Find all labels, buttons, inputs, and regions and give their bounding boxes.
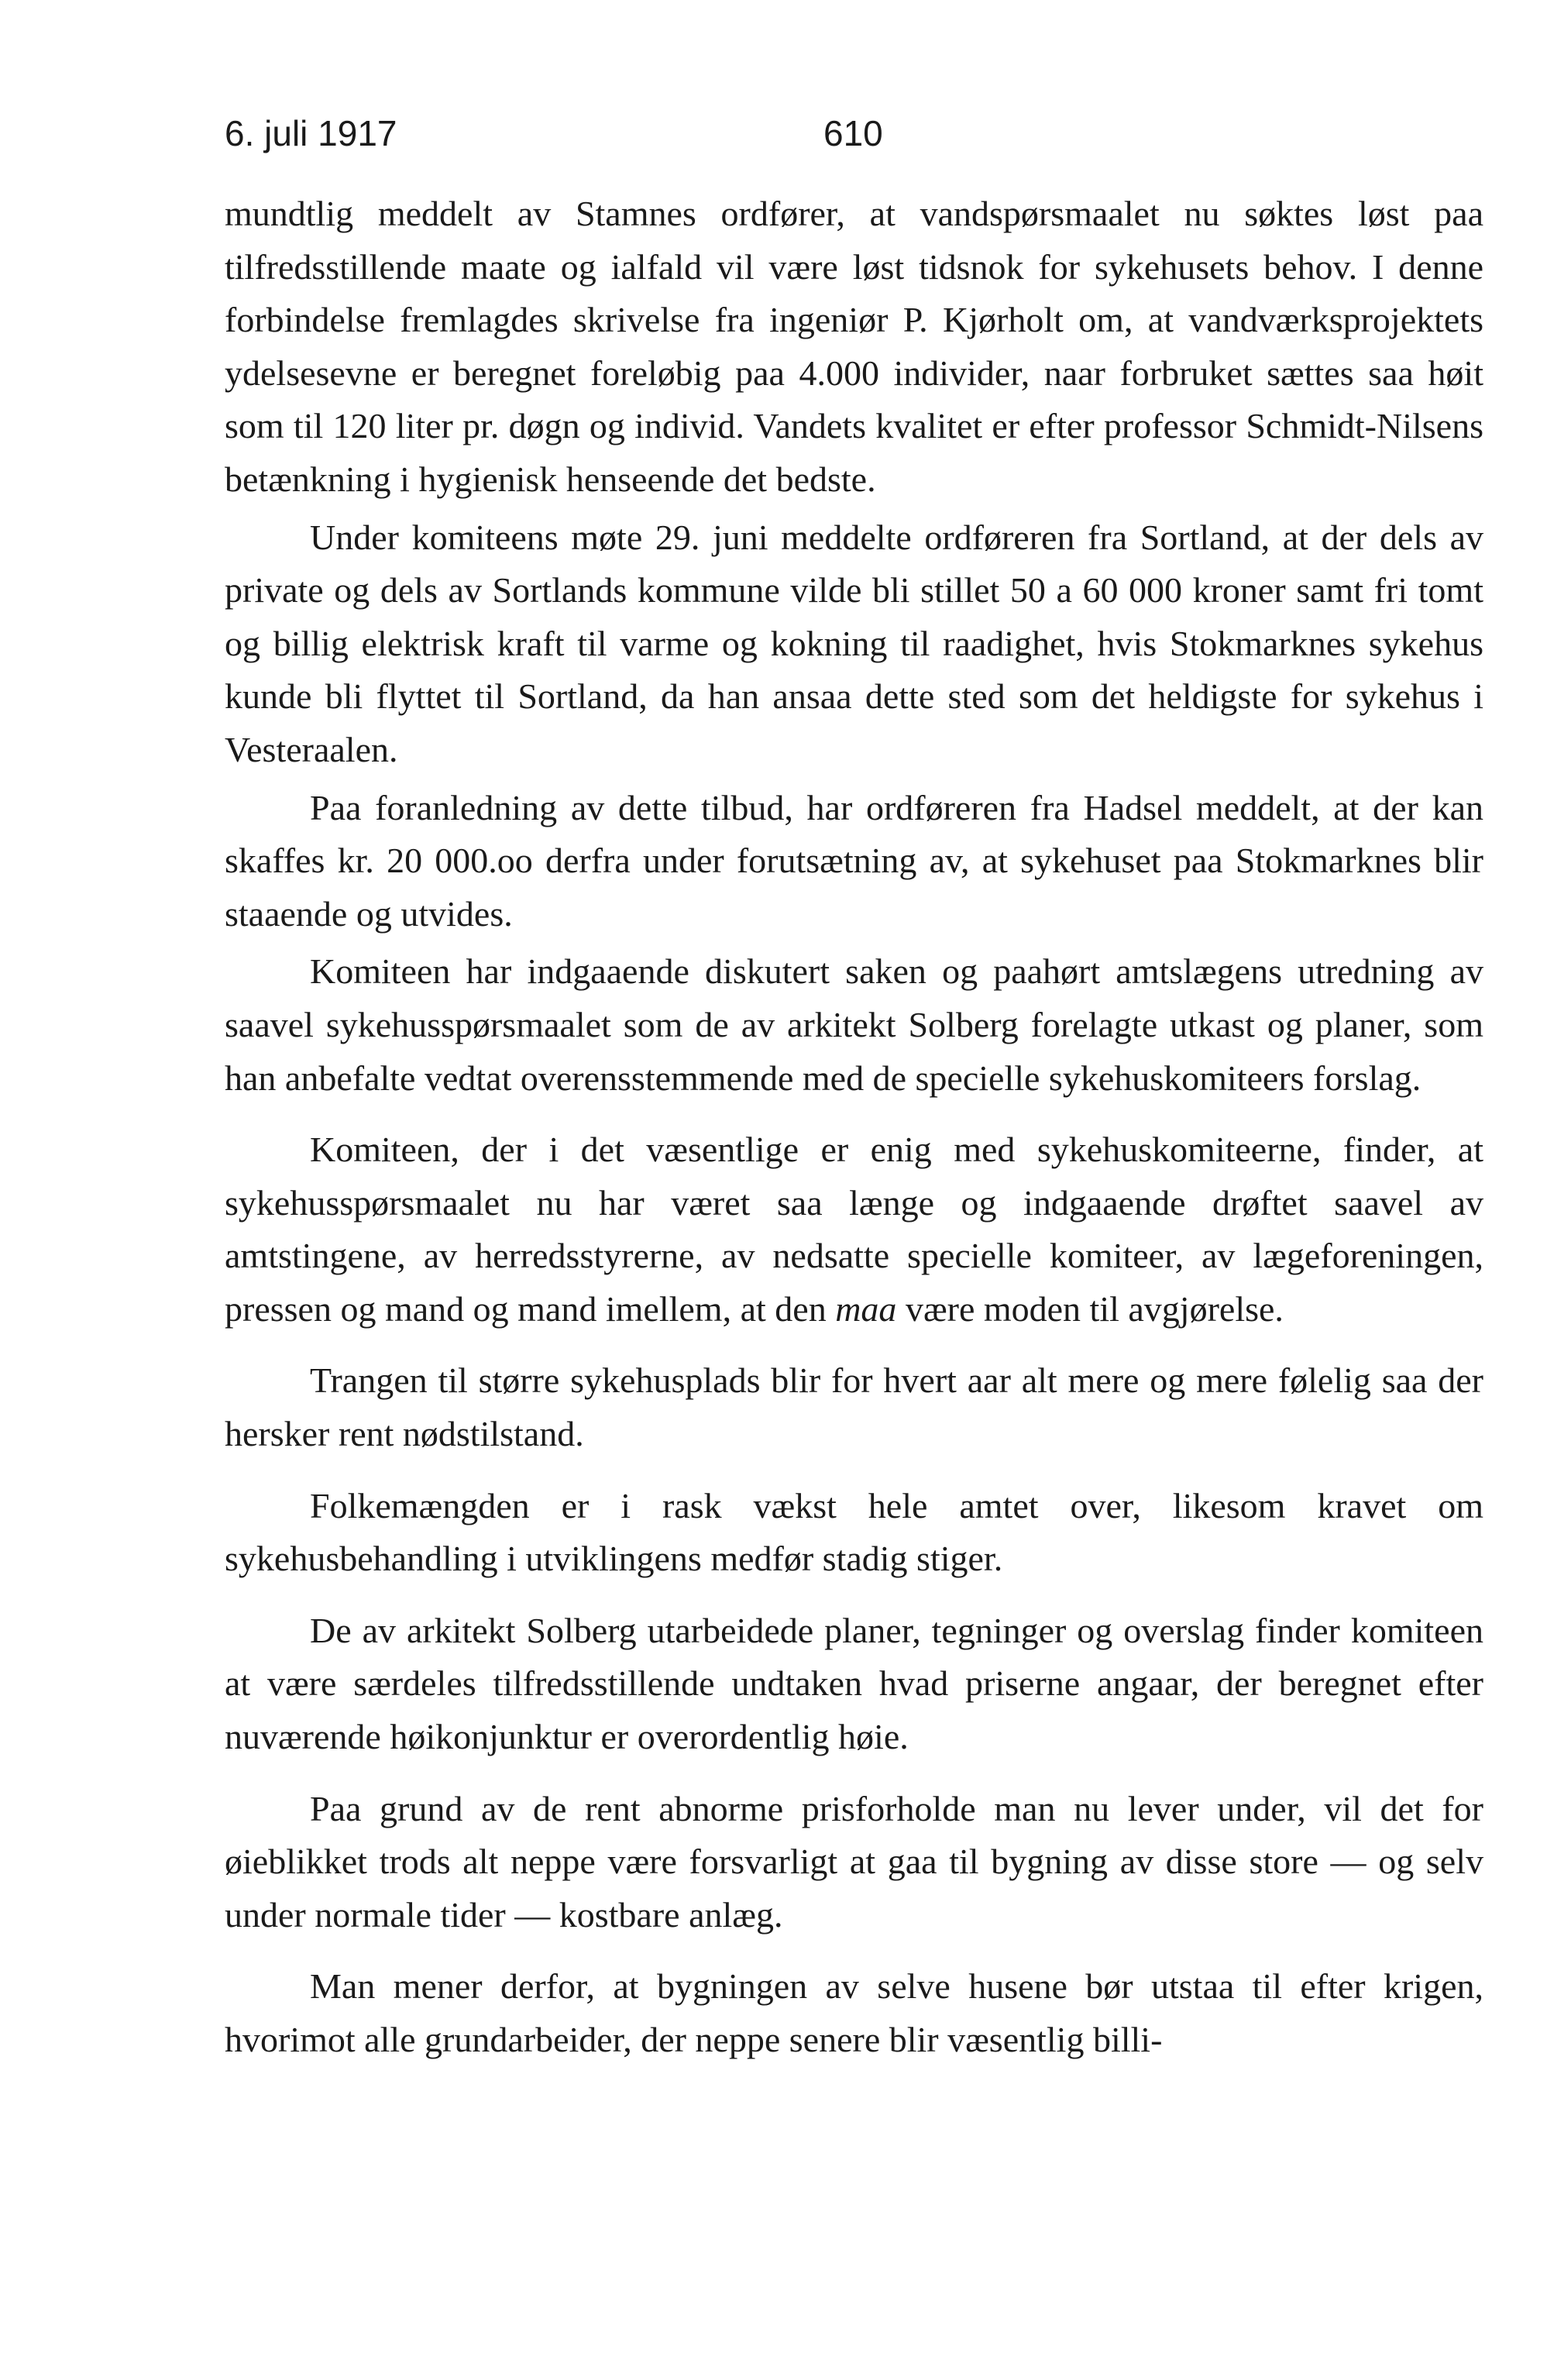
paragraph-3: Paa foranledning av dette tilbud, har ordføreren fra Hadsel meddelt, at der kan skaffes kr. 20 000.oo derfra under forutsætning av, at sykehuset paa Stokmarknes blir staaende og utvides.: [225, 787, 1483, 934]
document-page: [225, 101, 1483, 2067]
paragraph-5-text-a: Komiteen, der i det væsentlige er enig med sykehuskomiteerne, finder, at sykehusspørsmaalet nu har været saa længe og indgaaende drøftet saavel av amtstingene, av herredsstyrerne, av nedsatte specielle komiteer, av lægeforeningen, pressen og mand og mand imellem, at den: [225, 1130, 1483, 1329]
paragraph-7: Folkemængden er i rask vækst hele amtet over, likesom kravet om sykehusbehandling i utviklingens medfør stadig stiger.: [225, 1485, 1483, 1579]
paragraph-5-emphasis: maa: [835, 1288, 897, 1329]
page-header: [225, 101, 1483, 170]
paragraph-9: Paa grund av de rent abnorme prisforholde man nu lever under, vil det for øieblikket trods alt neppe være forsvarligt at gaa til bygning av disse store — og selv under normale tider — kostbare anlæg.: [225, 1788, 1483, 1935]
paragraph-1: mundtlig meddelt av Stamnes ordfører, at vandspørsmaalet nu søktes løst paa tilfredsstillende maate og ialfald vil være løst tidsnok for sykehusets behov. I denne forbindelse fremlagdes skrivelse fra ingeniør P. Kjørholt om, at vandværksprojektets ydelsesevne er beregnet foreløbig paa 4.000 individer, naar forbruket sættes saa høit som til 120 liter pr. døgn og individ. Vandets kvalitet er efter professor Schmidt-Nilsens betænkning i hygienisk henseende det bedste.: [225, 194, 1483, 499]
page-number: 610: [823, 113, 883, 153]
paragraph-8: De av arkitekt Solberg utarbeidede planer, tegninger og overslag finder komiteen at være særdeles tilfredsstillende undtaken hvad priserne angaar, der beregnet efter nuværende høikonjunktur er overordentlig høie.: [225, 1610, 1483, 1757]
paragraph-2: Under komiteens møte 29. juni meddelte ordføreren fra Sortland, at der dels av private og dels av Sortlands kommune vilde bli stillet 50 a 60 000 kroner samt fri tomt og billig elektrisk kraft til varme og kokning til raadighet, hvis Stokmarknes sykehus kunde bli flyttet til Sortland, da han ansaa dette sted som det heldigste for sykehus i Vesteraalen.: [225, 517, 1483, 769]
paragraph-10: Man mener derfor, at bygningen av selve husene bør utstaa til efter krigen, hvorimot alle grundarbeider, der neppe senere blir væsentlig billi-: [225, 1966, 1483, 2059]
body-text: [225, 187, 1483, 2067]
paragraph-4: Komiteen har indgaaende diskutert saken og paahørt amtslægens utredning av saavel sykehusspørsmaalet som de av arkitekt Solberg forelagte utkast og planer, som han anbefalte vedtat overensstemmende med de specielle sykehuskomiteers forslag.: [225, 951, 1483, 1098]
paragraph-5-text-b: være moden til avgjørelse.: [905, 1288, 1284, 1329]
header-date: 6. juli 1917: [225, 113, 397, 153]
paragraph-6: Trangen til større sykehusplads blir for hvert aar alt mere og mere følelig saa der hersker rent nødstilstand.: [225, 1360, 1483, 1454]
paragraph-5: [225, 1123, 1483, 1336]
